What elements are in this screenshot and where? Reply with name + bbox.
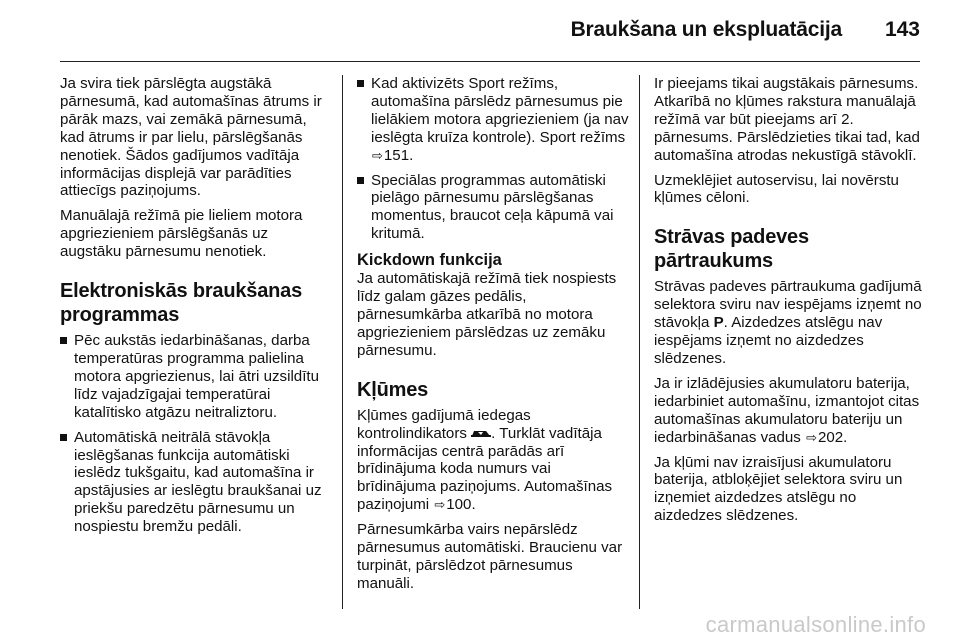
paragraph: Ja svira tiek pārslēgta augstākā pārnesumā, kad automašīnas ātrums ir pārāk mazs, vai zemākā pārnesumā, kad ātrums ir par lielu, pārslēgšanās nenotiek. Šādos gadījumos vadītāja informācijas displejā var parādīties attiecīgs paziņojums. — [60, 75, 322, 200]
car-wrench-icon — [471, 428, 491, 439]
page-title: Braukšana un ekspluatācija — [570, 18, 842, 41]
paragraph — [357, 407, 629, 514]
bullet-item — [357, 75, 629, 165]
paragraph-text: Ja ir izlādējusies akumulatoru baterija, iedarbiniet automašīnu, izmantojot citas automašīnas akumulatoru bateriju un iedarbināšanas vadus — [654, 374, 920, 446]
bullet-text: Kad aktivizēts Sport režīms, automašīna pārslēdz pārnesumus pie lielākiem motora apgriezieniem (ja nav ieslēgta kruīza kontrole). Sport režīms — [371, 75, 629, 146]
bullet-item — [60, 429, 328, 536]
paragraph: Uzmeklējiet autoservisu, lai novērstu kļūmes cēloni. — [654, 171, 899, 207]
paragraph — [654, 375, 926, 447]
page-header — [0, 0, 960, 62]
bullet-text: Speciālas programmas automātiski pielāgo pārnesumu pārslēgšanas momentus, braucot ceļa kāpumā vai kritumā. — [371, 171, 614, 243]
paragraph-text: . Aizdedzes atslēgu nav iespējams izņemt no aizdedzes slēdzenes. — [654, 314, 883, 367]
subheading: Kickdown funkcija — [357, 251, 502, 270]
gear-position-label: P — [713, 314, 724, 332]
arrow-reference-icon: ⇨ — [806, 429, 817, 445]
header-divider — [60, 61, 920, 62]
page-footer — [0, 612, 960, 642]
arrow-reference-icon: ⇨ — [434, 497, 446, 513]
section-heading: Strāvas padeves pārtraukums — [654, 226, 809, 273]
page-reference-link[interactable]: 151. — [383, 146, 414, 164]
paragraph: Pārnesumkārba vairs nepārslēdz pārnesumus automātiski. Braucienu var turpināt, pārslēdzot pārnesumus manuāli. — [357, 521, 623, 592]
column-3 — [654, 75, 926, 532]
paragraph-text: Strāvas padeves pārtraukuma gadījumā selektora sviru nav iespējams izņemt no stāvokļa — [654, 278, 922, 332]
bullet-text: Automātiskā neitrālā stāvokļa ieslēgšanas funkcija automātiski ieslēdz tukšgaitu, kad automašīna ir apstājusies ar ieslēgtu braukšanai uz priekšu paredzētu pārnesumu un nospiestu bremžu pedāli. — [74, 428, 322, 536]
arrow-reference-icon: ⇨ — [372, 147, 383, 163]
bullet-square-icon — [357, 177, 364, 184]
section-heading: Kļūmes — [357, 378, 429, 401]
column-divider-1 — [342, 75, 343, 609]
column-divider-2 — [639, 75, 640, 609]
watermark: carmanualsonline.info — [705, 612, 926, 637]
bullet-square-icon — [357, 80, 364, 87]
bullet-text: Pēc aukstās iedarbināšanas, darba temperatūras programma palielina motora apgriezienus, lai ātri uzsildītu līdz vajadzīgajai temperatūrai katalītisko atgāzu neitraliztoru. — [74, 332, 319, 421]
page-reference-link[interactable]: 202. — [817, 428, 848, 446]
column-1 — [60, 75, 328, 543]
paragraph: Ja automātiskajā režīmā tiek nospiests līdz galam gāzes pedālis, pārnesumkārba atkarībā no motora apgriezieniem pārslēdzas uz zemāku pārnesumu. — [357, 270, 617, 359]
paragraph: Ja kļūmi nav izraisījusi akumulatoru baterija, atbloķējiet selektora sviru un izņemiet aizdedzes atslēgu no aizdedzes slēdzenes. — [654, 453, 903, 525]
bullet-square-icon — [60, 337, 67, 344]
page-reference-link[interactable]: 100. — [446, 496, 476, 514]
paragraph: Ir pieejams tikai augstākais pārnesums. Atkarībā no kļūmes rakstura manuālajā režīmā var būt pieejams arī 2. pārnesums. Pārslēdzieties tikai tad, kad automašīna atrodas nekustīgā stāvoklī. — [654, 75, 920, 164]
bullet-item — [357, 172, 629, 244]
bullet-square-icon — [60, 434, 67, 441]
paragraph — [654, 278, 926, 368]
paragraph-text: . Turklāt vadītāja informācijas centrā parādās arī brīdinājuma koda numurs vai brīdinājuma paziņojums. Automašīnas paziņojumi — [357, 424, 613, 514]
paragraph: Manuālajā režīmā pie lieliem motora apgriezieniem pārslēgšanās uz augstāku pārnesumu nenotiek. — [60, 207, 303, 261]
column-2 — [357, 75, 629, 600]
paragraph-text: Kļūmes gadījumā iedegas kontrolindikators — [357, 406, 531, 442]
bullet-item — [60, 332, 328, 422]
page-number: 143 — [884, 18, 920, 41]
section-heading: Elektroniskās braukšanas programmas — [60, 280, 302, 327]
